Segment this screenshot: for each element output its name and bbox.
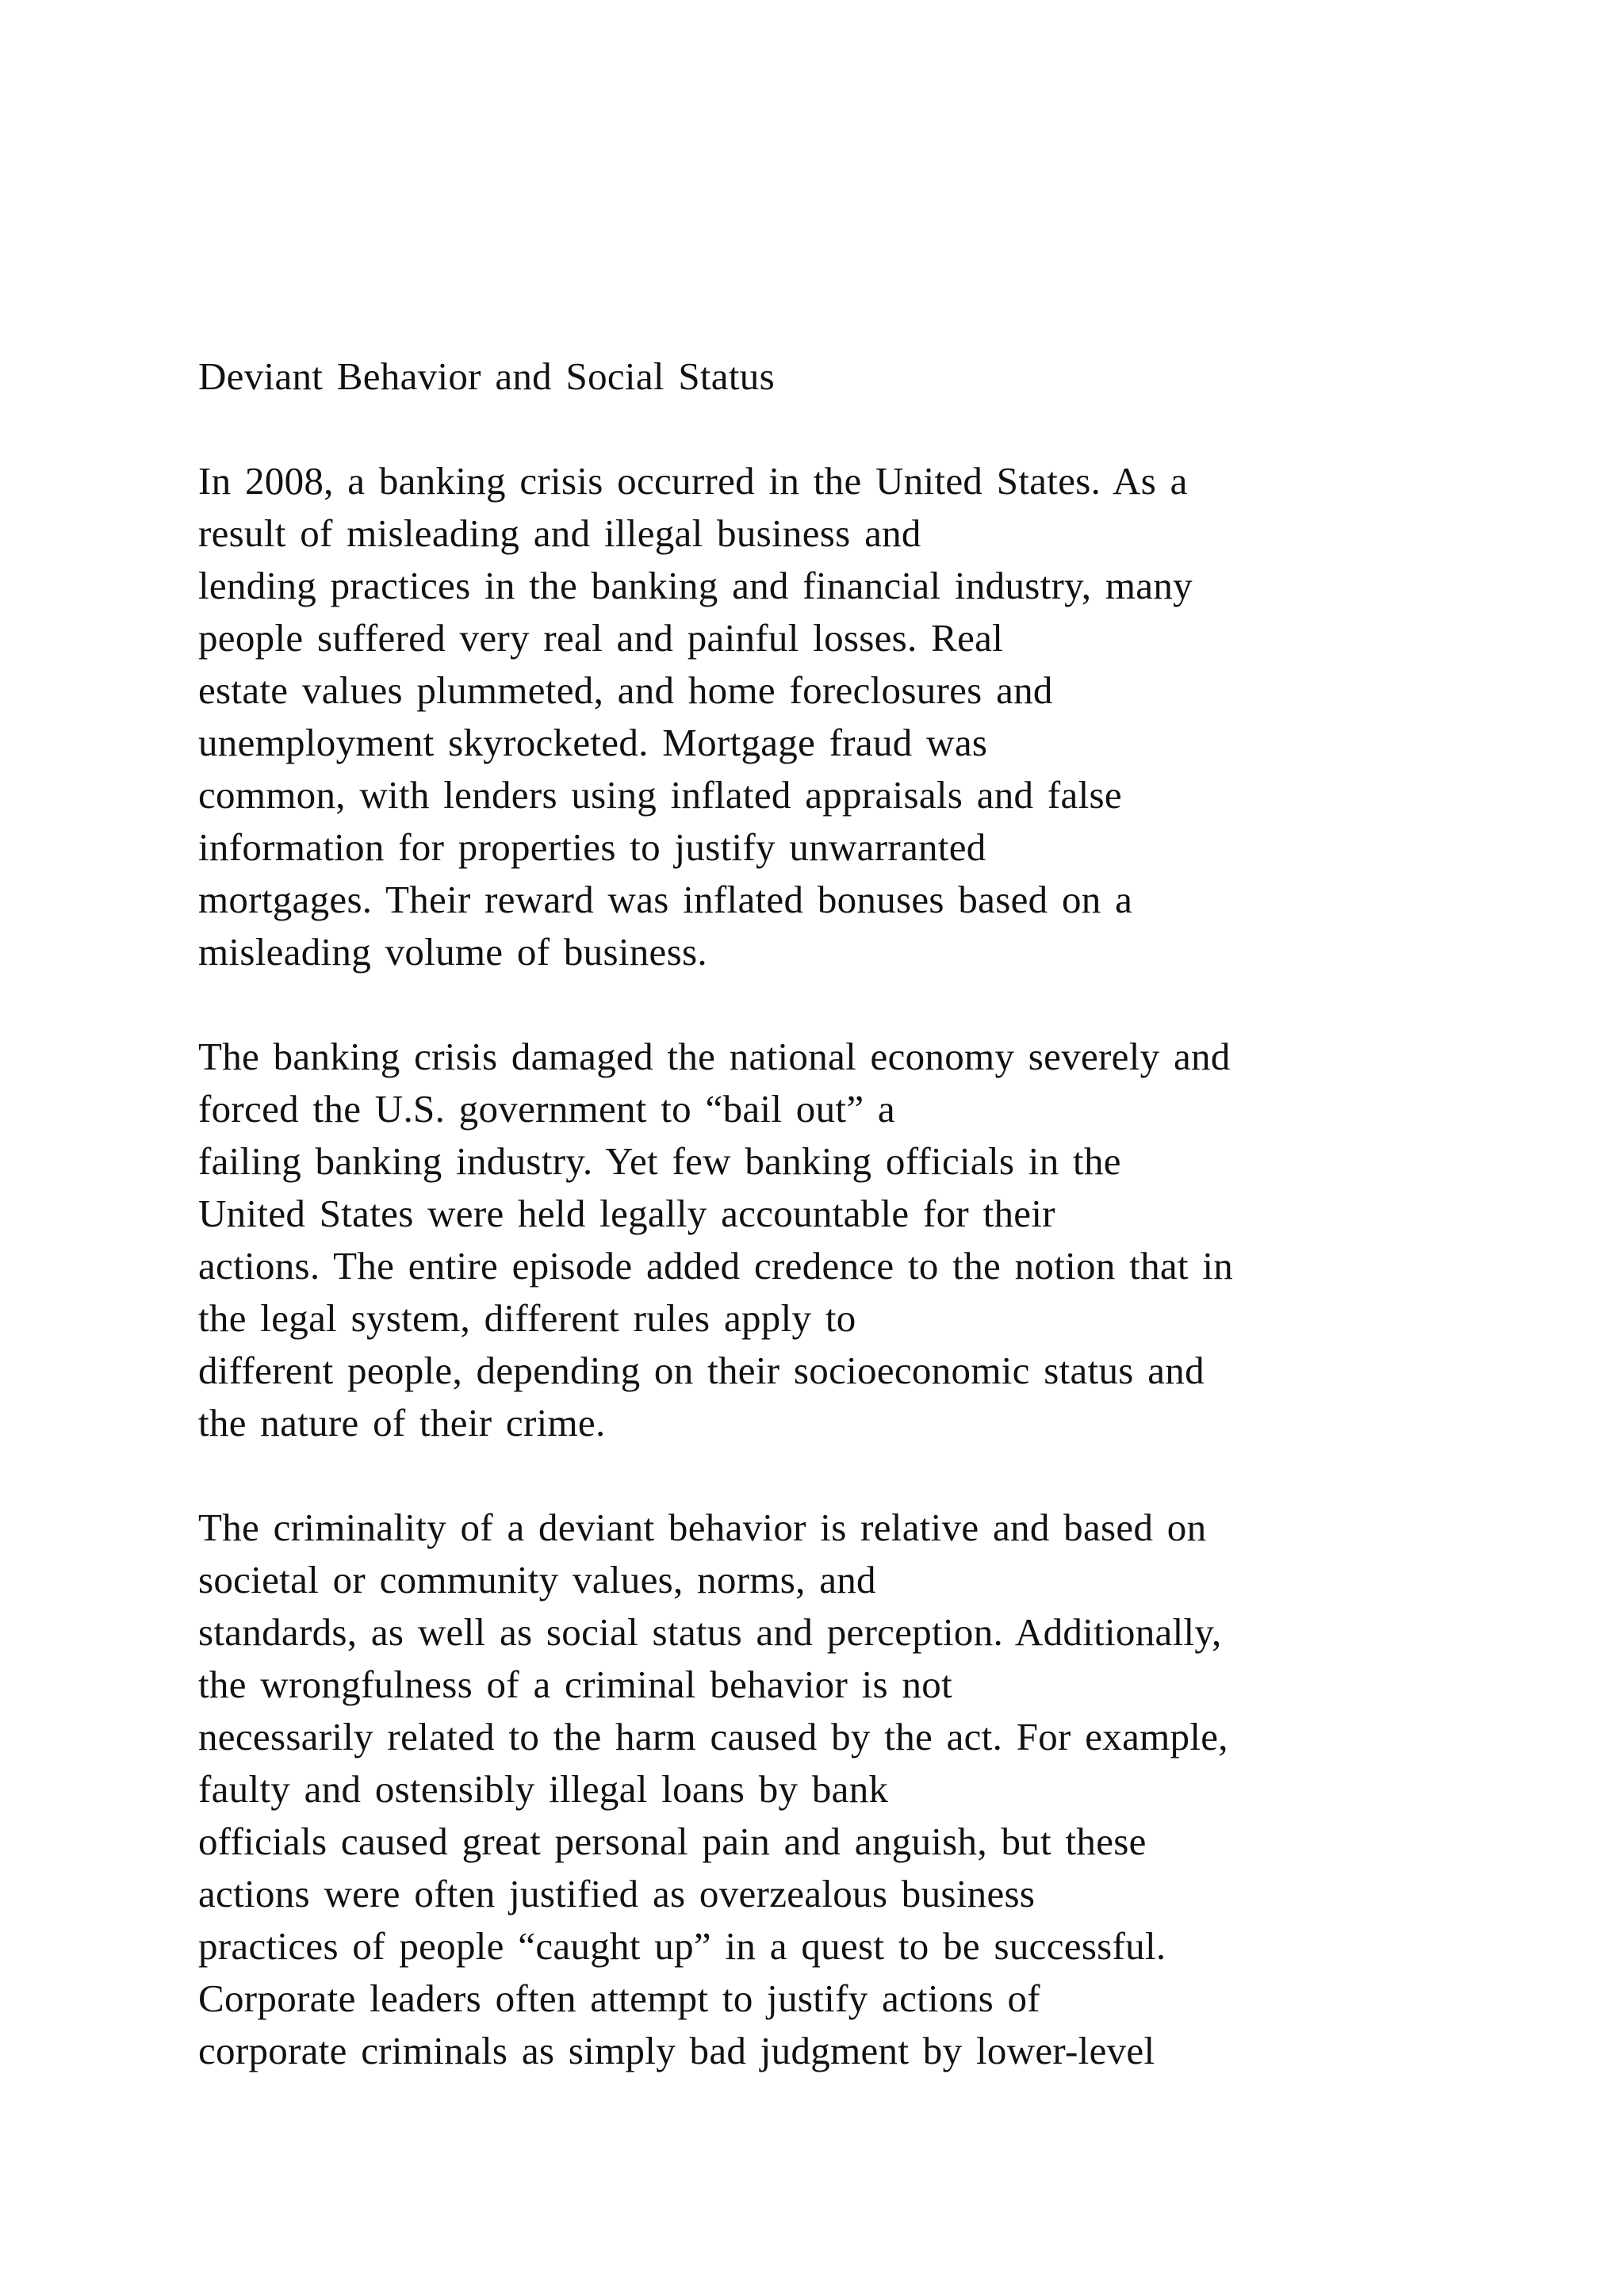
paragraph-line: unemployment skyrocketed. Mortgage fraud was [198,721,988,764]
paragraph-3 [198,1502,1594,2077]
paragraph-line: standards, as well as social status and perception. Additionally, [198,1610,1222,1654]
document-body [198,350,1594,2077]
paragraph-line: the nature of their crime. [198,1401,606,1445]
paragraph-line: The banking crisis damaged the national economy severely and [198,1035,1231,1078]
paragraph-line: necessarily related to the harm caused by the act. For example, [198,1715,1228,1758]
paragraph-line: The criminality of a deviant behavior is relative and based on [198,1506,1207,1549]
paragraph-line: faulty and ostensibly illegal loans by bank [198,1767,889,1811]
paragraph-line: the legal system, different rules apply to [198,1296,856,1340]
paragraph-line: estate values plummeted, and home foreclosures and [198,668,1053,712]
paragraph-line: lending practices in the banking and financial industry, many [198,564,1193,607]
paragraph-line: people suffered very real and painful losses. Real [198,616,1004,660]
paragraph-spacer [198,403,1594,455]
paragraph-line: mortgages. Their reward was inflated bonuses based on a [198,878,1133,921]
paragraph-line: In 2008, a banking crisis occurred in the United States. As a [198,459,1188,503]
paragraph-line: United States were held legally accountable for their [198,1192,1055,1235]
document-title: Deviant Behavior and Social Status [198,354,775,398]
paragraph-line: actions were often justified as overzealous business [198,1872,1036,1915]
paragraph-line: information for properties to justify unwarranted [198,825,986,869]
paragraph-line: corporate criminals as simply bad judgment by lower-level [198,2029,1155,2072]
paragraph-1 [198,455,1594,978]
paragraph-line: common, with lenders using inflated appraisals and false [198,773,1122,817]
paragraph-line: practices of people “caught up” in a quest to be successful. [198,1924,1166,1968]
paragraph-line: forced the U.S. government to “bail out” a [198,1087,895,1131]
paragraph-line: result of misleading and illegal business and [198,511,921,555]
paragraph-spacer [198,978,1594,1031]
paragraph-line: actions. The entire episode added credence to the notion that in [198,1244,1234,1288]
paragraph-line: the wrongfulness of a criminal behavior is not [198,1663,952,1706]
paragraph-line: Corporate leaders often attempt to justify actions of [198,1976,1040,2020]
paragraph-line: different people, depending on their socioeconomic status and [198,1349,1205,1392]
paragraph-line: misleading volume of business. [198,930,707,974]
paragraph-line: officials caused great personal pain and anguish, but these [198,1820,1147,1863]
paragraph-spacer [198,1449,1594,1502]
paragraph-2 [198,1031,1594,1449]
paragraph-line: failing banking industry. Yet few banking officials in the [198,1139,1121,1183]
paragraph-line: societal or community values, norms, and [198,1558,876,1601]
